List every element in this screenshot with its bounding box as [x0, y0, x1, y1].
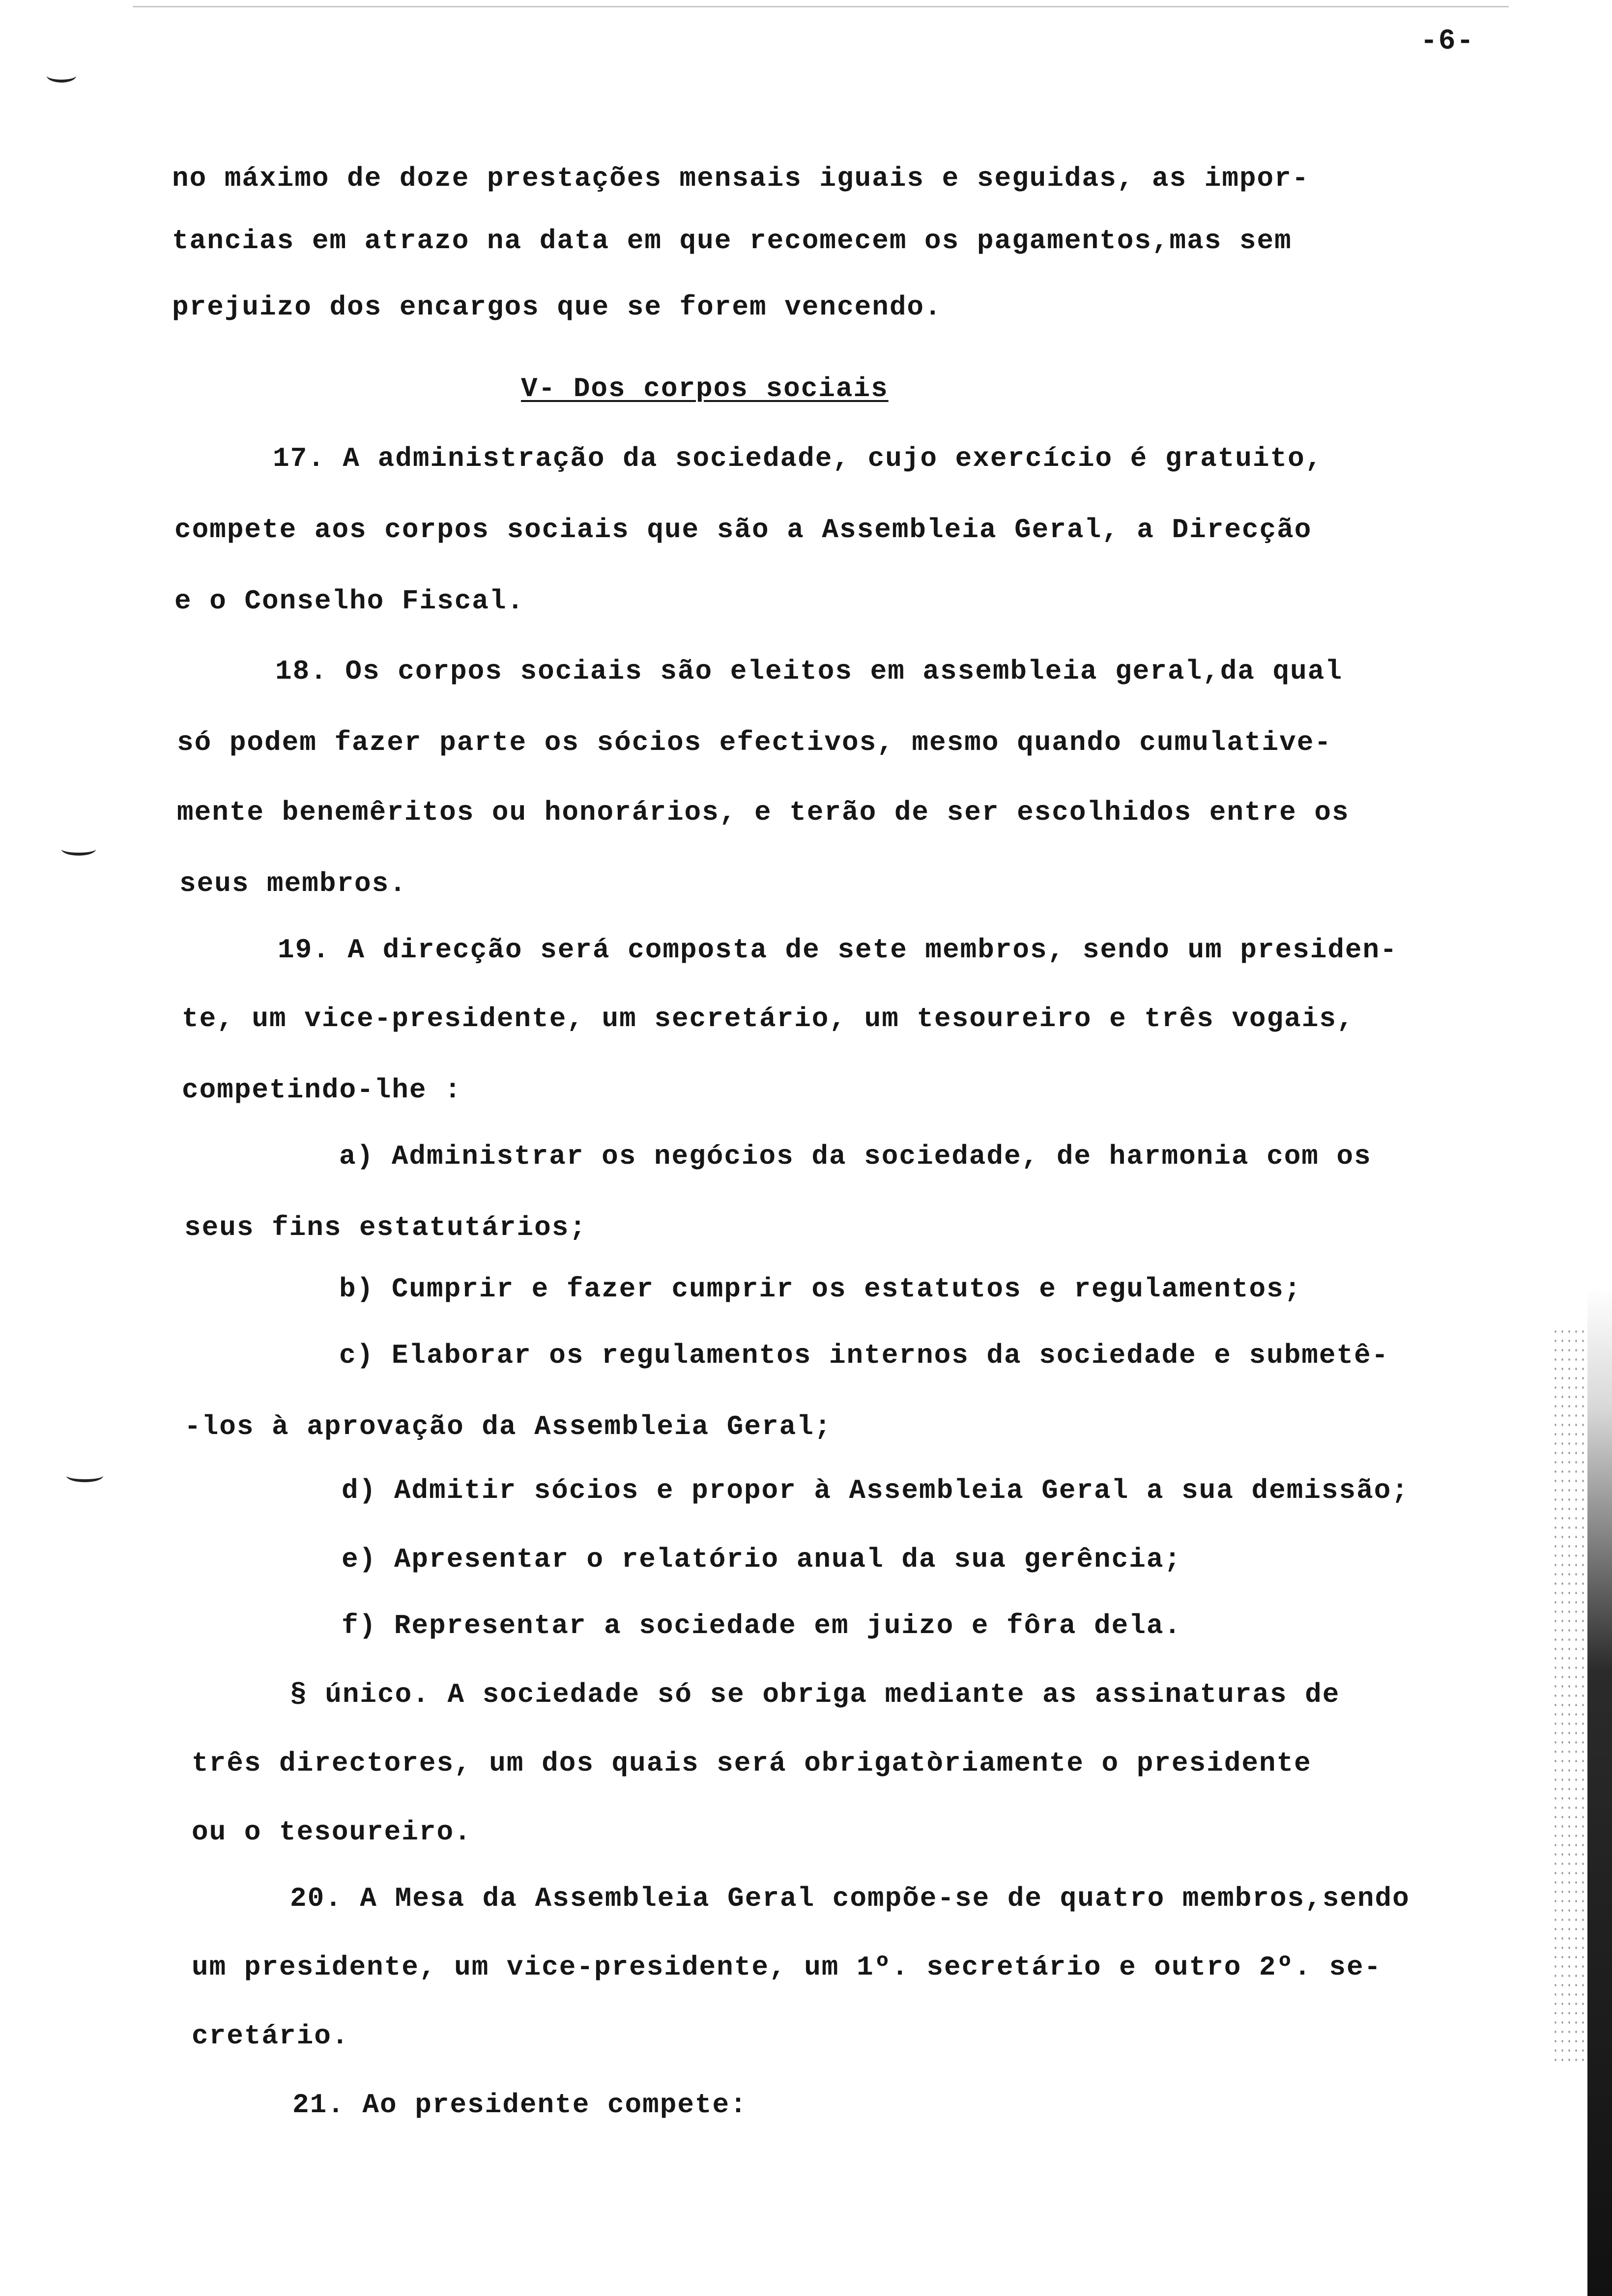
scan-mark	[47, 69, 76, 83]
text-line: ou o tesoureiro.	[192, 1816, 472, 1848]
text-line: § único. A sociedade só se obriga mediante as assinaturas de	[290, 1679, 1340, 1710]
text-line: 17. A administração da sociedade, cujo exercício é gratuito,	[273, 443, 1323, 474]
text-line: três directores, um dos quais será obrigatòriamente o presidente	[192, 1748, 1312, 1779]
page-number: -6-	[1420, 26, 1475, 57]
text-line: te, um vice-presidente, um secretário, um tesoureiro e três vogais,	[182, 1003, 1354, 1034]
list-item: b) Cumprir e fazer cumprir os estatutos e regulamentos;	[339, 1273, 1302, 1305]
text-line: um presidente, um vice-presidente, um 1º. secretário e outro 2º. se-	[192, 1952, 1382, 1983]
text-line: compete aos corpos sociais que são a Assembleia Geral, a Direcção	[174, 514, 1312, 545]
text-line: seus membros.	[179, 868, 407, 899]
text-line: no máximo de doze prestações mensais iguais e seguidas, as impor-	[172, 163, 1310, 194]
list-item: e) Apresentar o relatório anual da sua gerência;	[342, 1544, 1182, 1575]
text-line: cretário.	[192, 2020, 349, 2052]
text-line: mente benemêritos ou honorários, e terão de ser escolhidos entre os	[177, 797, 1350, 828]
scan-edge-shadow	[1538, 1288, 1612, 2296]
section-heading: V- Dos corpos sociais	[521, 373, 889, 404]
text-line: e o Conselho Fiscal.	[174, 585, 525, 617]
scan-speckle	[1552, 1327, 1586, 2064]
list-item: c) Elaborar os regulamentos internos da sociedade e submetê-	[339, 1340, 1389, 1371]
text-line: 18. Os corpos sociais são eleitos em assembleia geral,da qual	[275, 656, 1343, 687]
text-line: tancias em atrazo na data em que recomecem os pagamentos,mas sem	[172, 225, 1292, 257]
text-line: 20. A Mesa da Assembleia Geral compõe-se de quatro membros,sendo	[290, 1883, 1410, 1914]
text-line: competindo-lhe :	[182, 1074, 462, 1106]
scan-mark	[61, 843, 96, 856]
scan-mark	[66, 1469, 103, 1482]
list-item: a) Administrar os negócios da sociedade, de harmonia com os	[339, 1141, 1372, 1172]
list-item: f) Representar a sociedade em juizo e fôra dela.	[342, 1610, 1182, 1641]
text-line: só podem fazer parte os sócios efectivos, mesmo quando cumulative-	[177, 727, 1332, 758]
list-item: d) Admitir sócios e propor à Assembleia Geral a sua demissão;	[342, 1475, 1409, 1506]
scan-dark-edge	[1587, 1288, 1612, 2296]
text-line: seus fins estatutários;	[184, 1212, 587, 1243]
text-line: 19. A direcção será composta de sete membros, sendo um presiden-	[278, 934, 1398, 966]
top-border-line	[133, 6, 1509, 7]
text-line: -los à aprovação da Assembleia Geral;	[184, 1411, 832, 1442]
text-line: 21. Ao presidente compete:	[292, 2089, 748, 2121]
text-line: prejuizo dos encargos que se forem vencendo.	[172, 291, 942, 323]
